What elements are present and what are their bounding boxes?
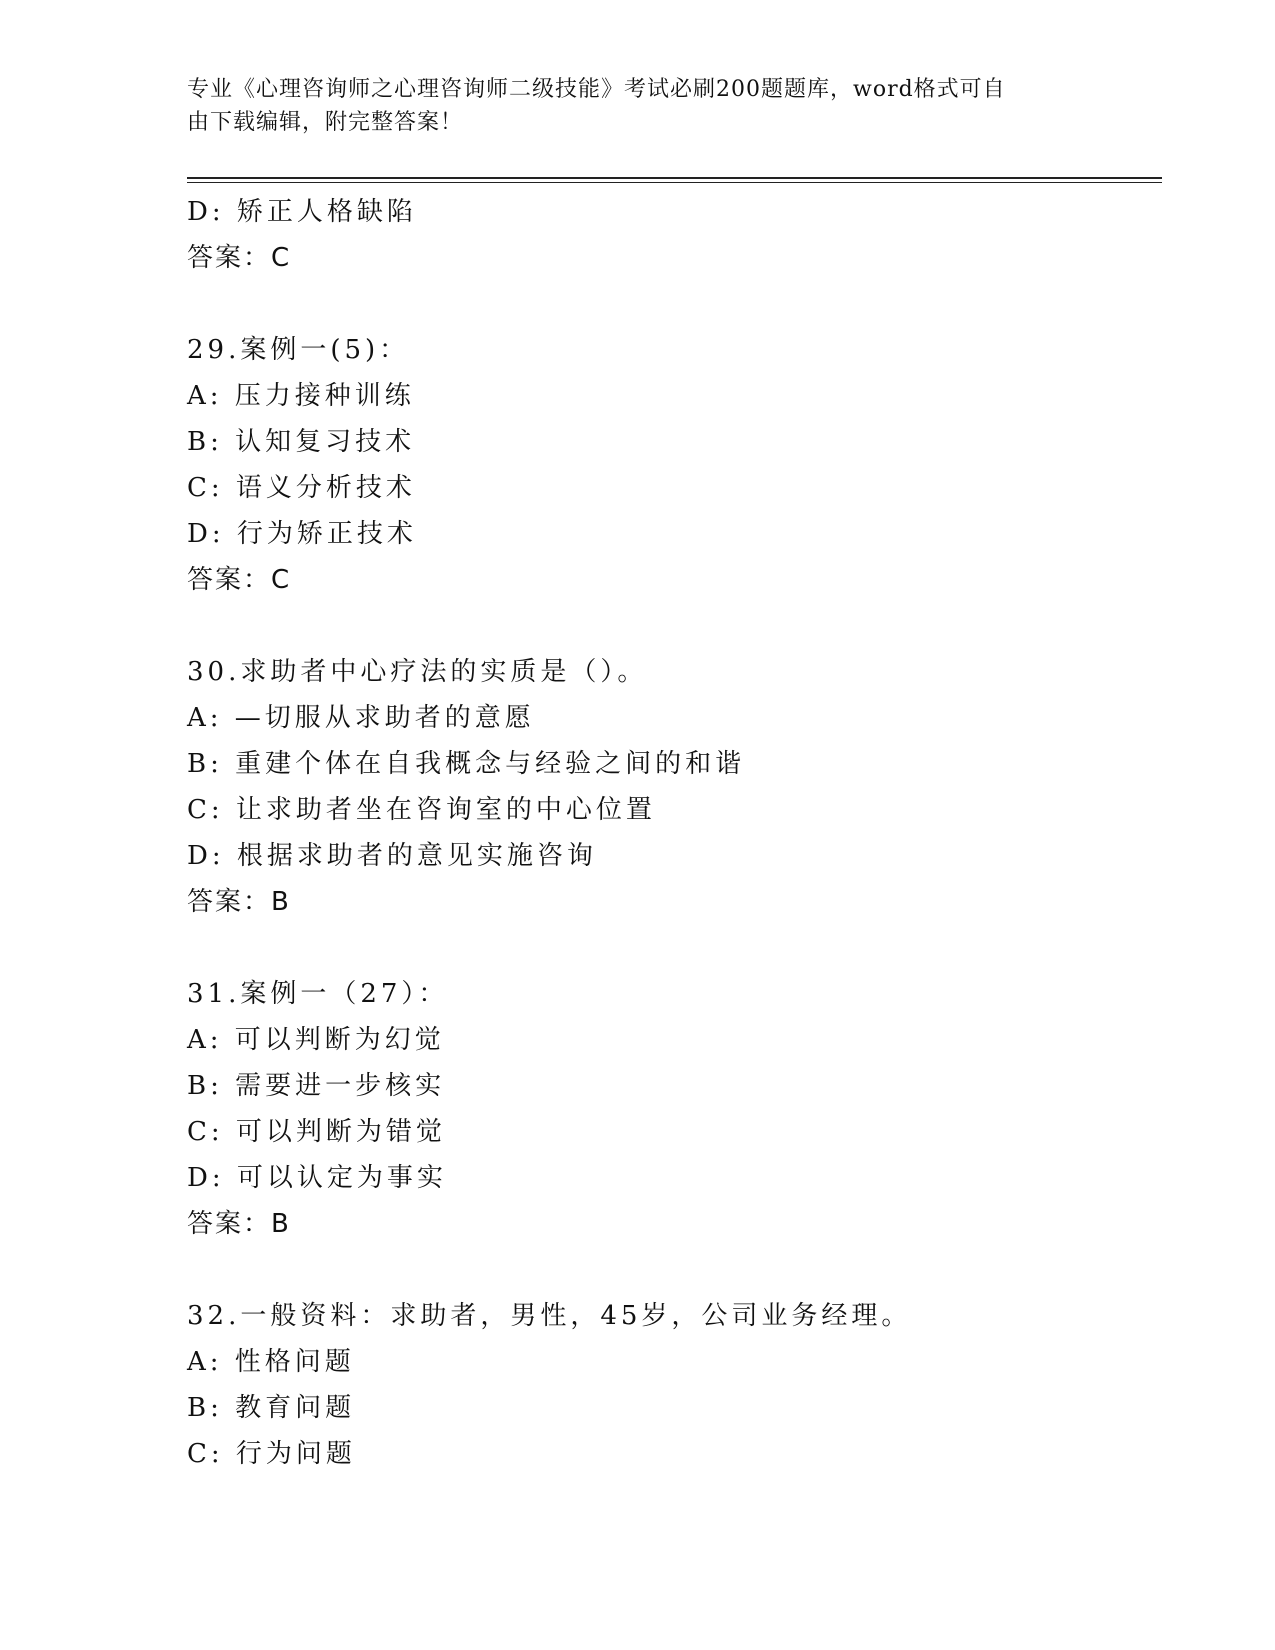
header-rule-thick	[187, 177, 1162, 179]
option-c: C: 让求助者坐在咨询室的中心位置	[187, 795, 656, 825]
question-29	[187, 327, 1162, 603]
option-d: D: 行为矫正技术	[187, 519, 417, 549]
option-d: D: 可以认定为事实	[187, 1163, 447, 1193]
option-a: A: 性格问题	[187, 1347, 355, 1377]
question-31	[187, 971, 1162, 1247]
option-b: B: 认知复习技术	[187, 427, 416, 457]
answer-line: 答案：C	[187, 243, 292, 273]
question-stem: 30.求助者中心疗法的实质是（）。	[187, 657, 648, 687]
option-b: B: 教育问题	[187, 1393, 356, 1423]
question-stem: 29.案例一(5)：	[187, 335, 410, 365]
option-c: C: 可以判断为错觉	[187, 1117, 446, 1147]
option-a: A: 可以判断为幻觉	[187, 1025, 445, 1055]
question-stem: 32.一般资料：求助者，男性，45岁，公司业务经理。	[187, 1301, 912, 1331]
option-c: C: 语义分析技术	[187, 473, 416, 503]
option-d: D: 根据求助者的意见实施咨询	[187, 841, 597, 871]
question-28-tail	[187, 189, 1162, 281]
document-header	[187, 73, 1087, 139]
spacer	[187, 281, 1162, 327]
spacer	[187, 603, 1162, 649]
option-a: A: 压力接种训练	[187, 381, 415, 411]
option-b: B: 重建个体在自我概念与经验之间的和谐	[187, 749, 746, 779]
option-a: A: —切服从求助者的意愿	[187, 703, 535, 733]
option-c: C: 行为问题	[187, 1439, 356, 1469]
answer-line: 答案：C	[187, 565, 292, 595]
header-rule-thin	[187, 182, 1162, 183]
document-content	[187, 189, 1162, 1477]
option-b: B: 需要进一步核实	[187, 1071, 446, 1101]
spacer	[187, 1247, 1162, 1293]
header-line-2: 由下载编辑，附完整答案！	[187, 110, 464, 135]
question-stem: 31.案例一（27）：	[187, 979, 449, 1009]
spacer	[187, 925, 1162, 971]
option-d: D: 矫正人格缺陷	[187, 197, 417, 227]
question-30	[187, 649, 1162, 925]
header-line-1: 专业《心理咨询师之心理咨询师二级技能》考试必刷200题题库，word格式可自	[187, 77, 1006, 102]
answer-line: 答案：B	[187, 1209, 291, 1239]
question-32	[187, 1293, 1162, 1477]
answer-line: 答案：B	[187, 887, 291, 917]
